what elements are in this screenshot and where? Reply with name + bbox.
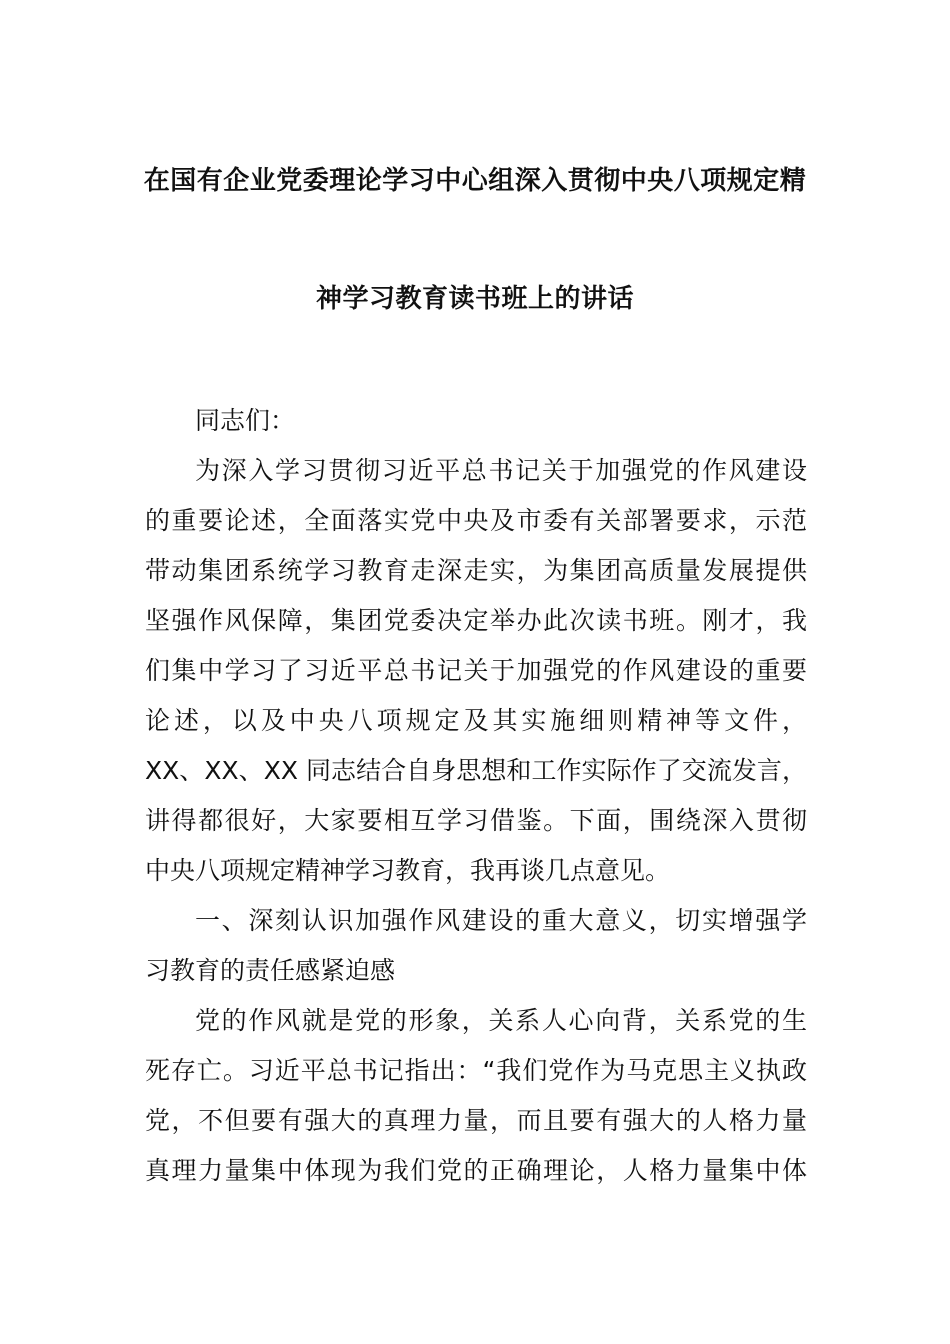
paragraph-line: XX、XX、XX 同志结合自身思想和工作实际作了交流发言， <box>145 756 807 785</box>
section-heading-line: 习教育的责任感紧迫感 <box>145 956 396 985</box>
salutation: 同志们： <box>195 406 296 435</box>
paragraph-line: 讲得都很好，大家要相互学习借鉴。下面，围绕深入贯彻 <box>145 806 807 835</box>
paragraph-line: 坚强作风保障，集团党委决定举办此次读书班。刚才，我 <box>145 606 807 635</box>
paragraph-line: 党，不但要有强大的真理力量，而且要有强大的人格力量 <box>145 1106 807 1135</box>
paragraph-line: 死存亡。习近平总书记指出：“我们党作为马克思主义执政 <box>145 1056 807 1085</box>
paragraph-line: 的重要论述，全面落实党中央及市委有关部署要求，示范 <box>145 506 807 535</box>
paragraph-line: 真理力量集中体现为我们党的正确理论，人格力量集中体 <box>145 1156 807 1185</box>
paragraph-line: 带动集团系统学习教育走深走实，为集团高质量发展提供 <box>145 556 807 585</box>
document-title-line-2: 神学习教育读书班上的讲话 <box>315 284 634 314</box>
paragraph-line: 中央八项规定精神学习教育，我再谈几点意见。 <box>145 856 671 885</box>
paragraph-line: 党的作风就是党的形象，关系人心向背，关系党的生 <box>195 1006 807 1035</box>
paragraph-line: 论述，以及中央八项规定及其实施细则精神等文件， <box>145 706 807 735</box>
paragraph-line: 们集中学习了习近平总书记关于加强党的作风建设的重要 <box>145 656 807 685</box>
paragraph-line: 为深入学习贯彻习近平总书记关于加强党的作风建设 <box>195 456 807 485</box>
section-heading-line: 一、深刻认识加强作风建设的重大意义，切实增强学 <box>195 906 807 935</box>
document-title-line-1: 在国有企业党委理论学习中心组深入贯彻中央八项规定精 <box>143 166 807 196</box>
